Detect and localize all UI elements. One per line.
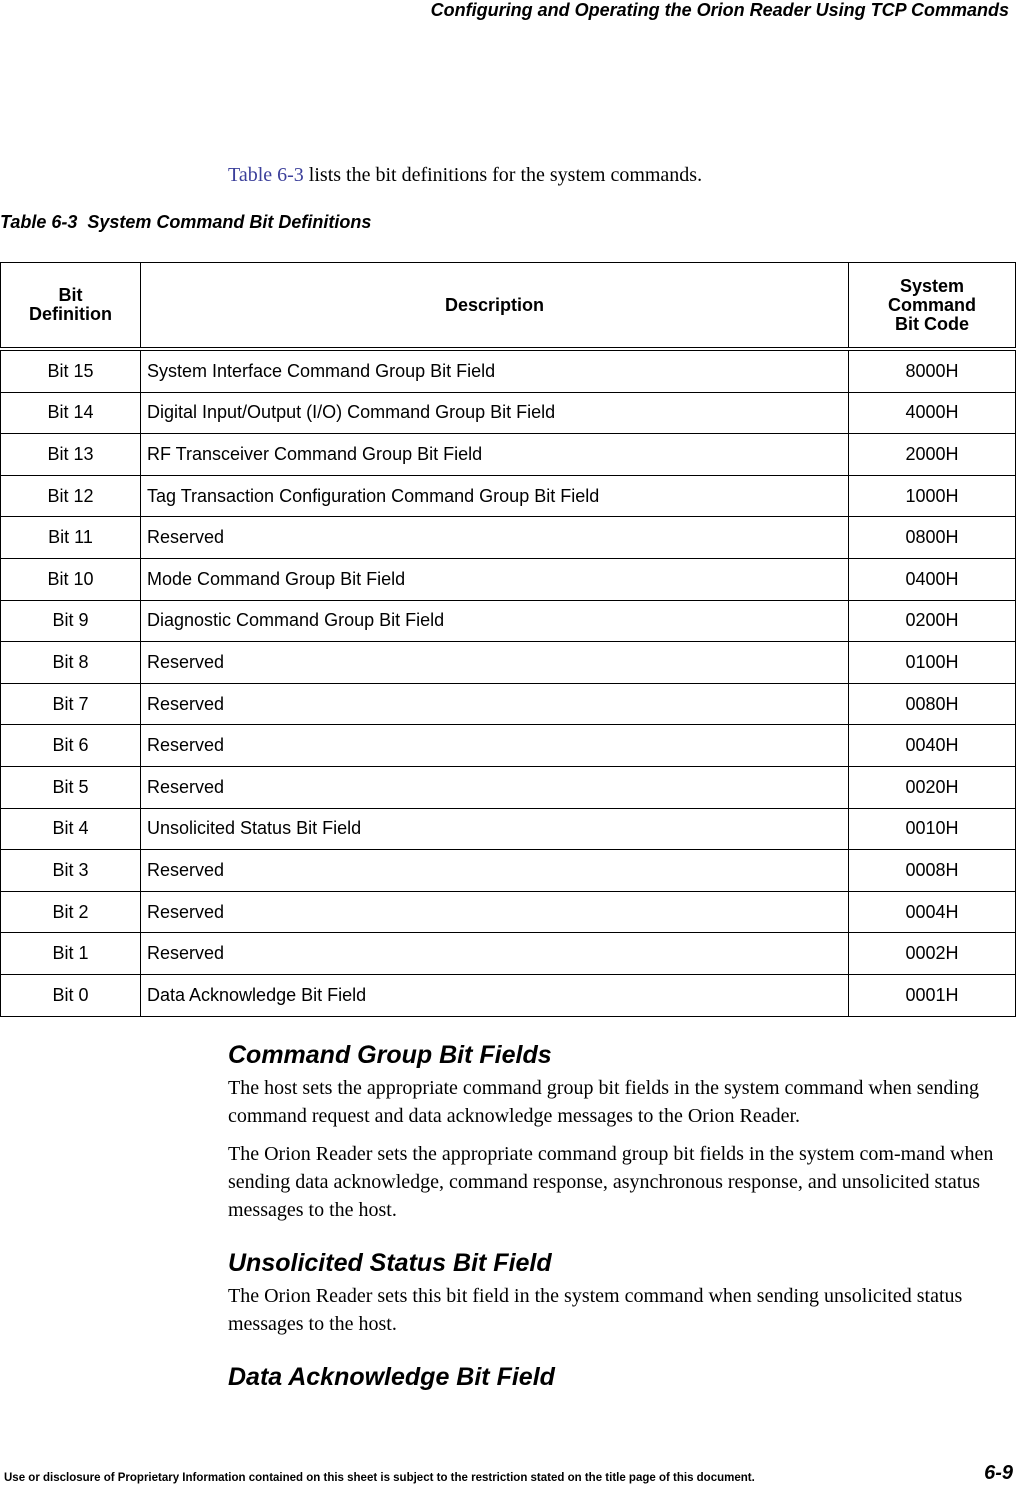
- section-paragraph: The host sets the appropriate command group bit fields in the system command when sending command request and data acknowledge messages to the Orion Reader.: [228, 1077, 979, 1127]
- code-cell: 0040H: [849, 725, 1016, 767]
- section-heading: Unsolicited Status Bit Field: [228, 1249, 552, 1277]
- code-cell: 0100H: [849, 642, 1016, 684]
- table-row: [1, 850, 1016, 892]
- bit-cell: Bit 0: [1, 974, 141, 1016]
- description-cell: Unsolicited Status Bit Field: [141, 808, 849, 850]
- header-bit-code: [849, 263, 1016, 350]
- bit-cell: Bit 10: [1, 558, 141, 600]
- bit-cell: Bit 15: [1, 349, 141, 392]
- table-row: [1, 517, 1016, 559]
- bit-cell: Bit 3: [1, 850, 141, 892]
- bit-cell: Bit 1: [1, 933, 141, 975]
- table-header-row: [1, 263, 1016, 350]
- header-bit-line-2: Definition: [29, 304, 112, 324]
- header-code-line-1: System: [899, 275, 965, 296]
- bit-cell: Bit 2: [1, 891, 141, 933]
- bit-cell: Bit 5: [1, 766, 141, 808]
- code-cell: 8000H: [849, 349, 1016, 392]
- section-paragraph: The Orion Reader sets this bit field in the system command when sending unsolicited status messages to the host.: [228, 1285, 963, 1335]
- bit-cell: Bit 11: [1, 517, 141, 559]
- section-heading: Data Acknowledge Bit Field: [228, 1363, 555, 1391]
- section-command-group-bit-fields: [228, 1040, 1014, 1234]
- code-cell: 0020H: [849, 766, 1016, 808]
- header-description: Description: [141, 263, 849, 350]
- table-row: [1, 683, 1016, 725]
- table-row: [1, 974, 1016, 1016]
- header-code-line-3: Bit Code: [895, 313, 969, 334]
- description-cell: Reserved: [141, 766, 849, 808]
- running-header: Configuring and Operating the Orion Reader Using TCP Commands: [430, 0, 1009, 20]
- description-cell: Reserved: [141, 517, 849, 559]
- description-cell: Digital Input/Output (I/O) Command Group Bit Field: [141, 392, 849, 434]
- table-cross-reference[interactable]: Table 6-3: [228, 164, 304, 186]
- description-cell: System Interface Command Group Bit Field: [141, 349, 849, 392]
- description-cell: Reserved: [141, 642, 849, 684]
- header-code-line-2: Command: [887, 294, 976, 315]
- table-row: [1, 808, 1016, 850]
- table-row: [1, 475, 1016, 517]
- bit-cell: Bit 7: [1, 683, 141, 725]
- description-cell: Diagnostic Command Group Bit Field: [141, 600, 849, 642]
- bit-cell: Bit 4: [1, 808, 141, 850]
- bit-definitions-table: [0, 262, 1016, 1017]
- description-cell: Mode Command Group Bit Field: [141, 558, 849, 600]
- bit-cell: Bit 8: [1, 642, 141, 684]
- table-row: [1, 600, 1016, 642]
- footer-proprietary-note: Use or disclosure of Proprietary Information contained on this sheet is subject to the restriction stated on the title page of this document.: [4, 1472, 755, 1484]
- intro-paragraph: [228, 164, 702, 187]
- description-cell: Reserved: [141, 850, 849, 892]
- table-row: [1, 725, 1016, 767]
- code-cell: 0004H: [849, 891, 1016, 933]
- bit-cell: Bit 13: [1, 434, 141, 476]
- section-paragraph: The Orion Reader sets the appropriate command group bit fields in the system com-mand when sending data acknowledge, command response, asynchronous response, and unsolicited status messages to the host.: [228, 1143, 994, 1221]
- section-heading: Command Group Bit Fields: [228, 1041, 552, 1069]
- description-cell: Data Acknowledge Bit Field: [141, 974, 849, 1016]
- table-row: [1, 891, 1016, 933]
- description-cell: Reserved: [141, 725, 849, 767]
- code-cell: 0800H: [849, 517, 1016, 559]
- description-cell: RF Transceiver Command Group Bit Field: [141, 434, 849, 476]
- table-row: [1, 558, 1016, 600]
- code-cell: 2000H: [849, 434, 1016, 476]
- code-cell: 0001H: [849, 974, 1016, 1016]
- description-cell: Tag Transaction Configuration Command Group Bit Field: [141, 475, 849, 517]
- bit-cell: Bit 14: [1, 392, 141, 434]
- table-caption: Table 6-3 System Command Bit Definitions: [0, 212, 372, 232]
- code-cell: 0010H: [849, 808, 1016, 850]
- code-cell: 0080H: [849, 683, 1016, 725]
- table-row: [1, 933, 1016, 975]
- code-cell: 0002H: [849, 933, 1016, 975]
- table-row: [1, 642, 1016, 684]
- bit-cell: Bit 6: [1, 725, 141, 767]
- bit-cell: Bit 12: [1, 475, 141, 517]
- code-cell: 1000H: [849, 475, 1016, 517]
- intro-text: lists the bit definitions for the system commands.: [303, 164, 703, 186]
- section-data-acknowledge-bit-field: [228, 1362, 1014, 1392]
- code-cell: 4000H: [849, 392, 1016, 434]
- table-row: [1, 349, 1016, 392]
- header-bit-definition: [1, 263, 141, 350]
- table-row: [1, 766, 1016, 808]
- description-cell: Reserved: [141, 683, 849, 725]
- code-cell: 0200H: [849, 600, 1016, 642]
- code-cell: 0400H: [849, 558, 1016, 600]
- description-cell: Reserved: [141, 891, 849, 933]
- bit-cell: Bit 9: [1, 600, 141, 642]
- code-cell: 0008H: [849, 850, 1016, 892]
- page-number: 6-9: [984, 1462, 1013, 1484]
- header-bit-line-1: Bit: [58, 285, 83, 305]
- table-row: [1, 434, 1016, 476]
- table-row: [1, 392, 1016, 434]
- description-cell: Reserved: [141, 933, 849, 975]
- section-unsolicited-status-bit-field: [228, 1248, 1014, 1348]
